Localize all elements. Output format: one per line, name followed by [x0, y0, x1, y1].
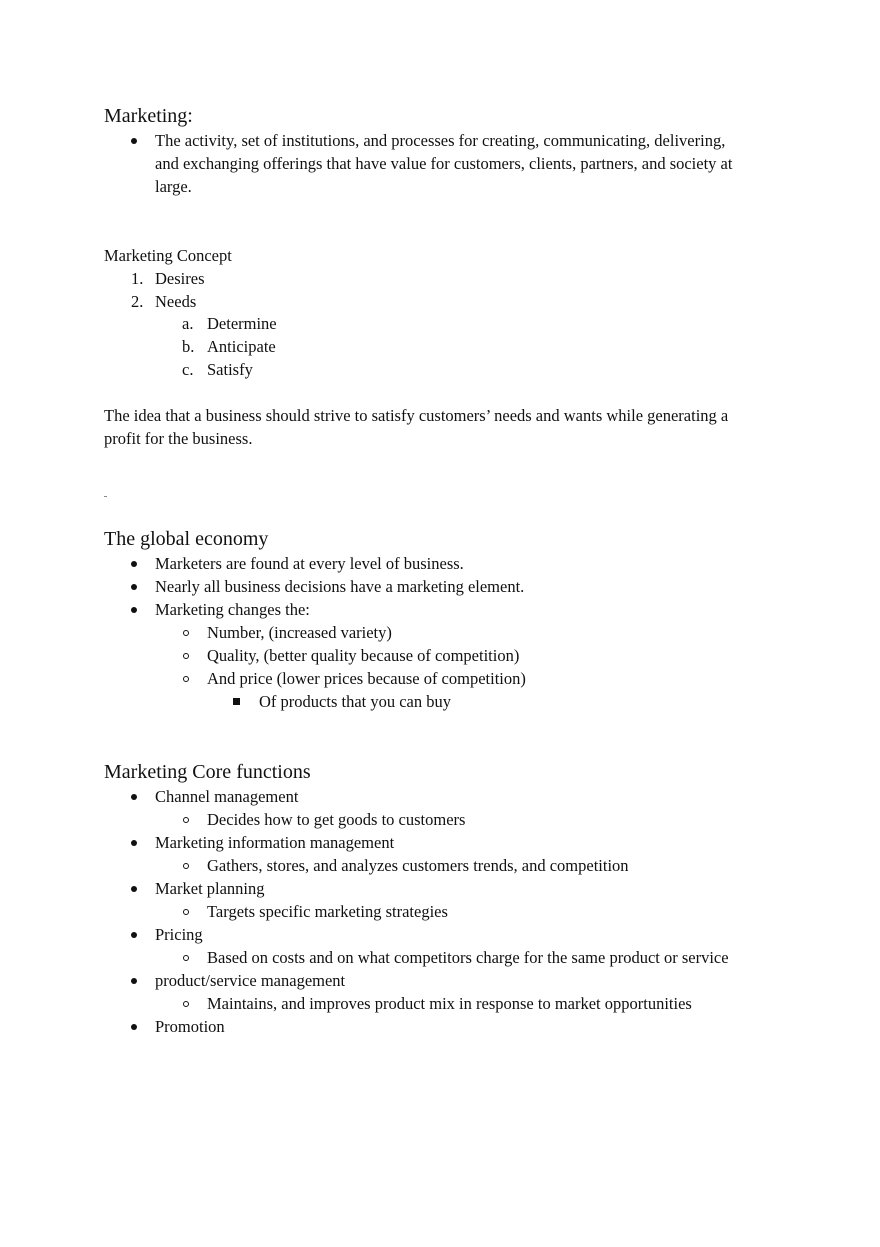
- sub-sub-list-item: Of products that you can buy: [259, 692, 451, 711]
- sub-list-item: And price (lower prices because of competition): [207, 669, 526, 688]
- bullet-ring-icon: [183, 1001, 189, 1007]
- sub-list-item: Quality, (better quality because of competition): [207, 646, 520, 665]
- lettered-item: Anticipate: [207, 337, 276, 356]
- heading-global-economy: The global economy: [104, 528, 269, 550]
- bullet-dot-icon: [131, 932, 137, 938]
- function-item: Promotion: [155, 1017, 225, 1036]
- lettered-marker: c.: [182, 360, 194, 379]
- lettered-marker: b.: [182, 337, 195, 356]
- bullet-dot-icon: [131, 840, 137, 846]
- bullet-dot-icon: [131, 607, 137, 613]
- function-detail: Decides how to get goods to customers: [207, 810, 466, 829]
- function-item: Pricing: [155, 925, 203, 944]
- function-detail: Targets specific marketing strategies: [207, 902, 448, 921]
- definition-line-3: large.: [155, 177, 192, 196]
- bullet-square-icon: [233, 698, 240, 705]
- bullet-dot-icon: [131, 794, 137, 800]
- lettered-item: Determine: [207, 314, 277, 333]
- list-item: Marketing changes the:: [155, 600, 310, 619]
- bullet-ring-icon: [183, 863, 189, 869]
- numbered-item: Needs: [155, 292, 197, 311]
- bullet-ring-icon: [183, 630, 189, 636]
- bullet-dot-icon: [131, 886, 137, 892]
- bullet-dot-icon: [131, 1024, 137, 1030]
- heading-marketing-concept: Marketing Concept: [104, 246, 232, 265]
- concept-paragraph-line-1: The idea that a business should strive to satisfy customers’ needs and wants while generating a: [104, 406, 729, 425]
- numbered-item: Desires: [155, 269, 205, 288]
- numbered-marker: 2.: [131, 292, 144, 311]
- concept-paragraph-line-2: profit for the business.: [104, 429, 253, 448]
- list-item: Marketers are found at every level of business.: [155, 554, 464, 573]
- heading-core-functions: Marketing Core functions: [104, 761, 311, 783]
- definition-line-2: and exchanging offerings that have value for customers, clients, partners, and society at: [155, 154, 733, 173]
- sub-list-item: Number, (increased variety): [207, 623, 392, 642]
- function-item: Marketing information management: [155, 833, 395, 852]
- function-item: Channel management: [155, 787, 299, 806]
- function-detail: Gathers, stores, and analyzes customers trends, and competition: [207, 856, 629, 875]
- bullet-ring-icon: [183, 653, 189, 659]
- lettered-item: Satisfy: [207, 360, 253, 379]
- function-item: product/service management: [155, 971, 346, 990]
- bullet-ring-icon: [183, 955, 189, 961]
- function-item: Market planning: [155, 879, 265, 898]
- bullet-ring-icon: [183, 909, 189, 915]
- bullet-dot-icon: [131, 561, 137, 567]
- bullet-ring-icon: [183, 676, 189, 682]
- bullet-dot-icon: [131, 584, 137, 590]
- bullet-dot-icon: [131, 978, 137, 984]
- stray-mark: [104, 496, 107, 497]
- heading-marketing: Marketing:: [104, 105, 193, 127]
- definition-line-1: The activity, set of institutions, and processes for creating, communicating, delivering,: [155, 131, 726, 150]
- function-detail: Maintains, and improves product mix in response to market opportunities: [207, 994, 692, 1013]
- function-detail: Based on costs and on what competitors charge for the same product or service: [207, 948, 729, 967]
- list-item: Nearly all business decisions have a marketing element.: [155, 577, 525, 596]
- bullet-dot-icon: [131, 138, 137, 144]
- numbered-marker: 1.: [131, 269, 144, 288]
- lettered-marker: a.: [182, 314, 194, 333]
- bullet-ring-icon: [183, 817, 189, 823]
